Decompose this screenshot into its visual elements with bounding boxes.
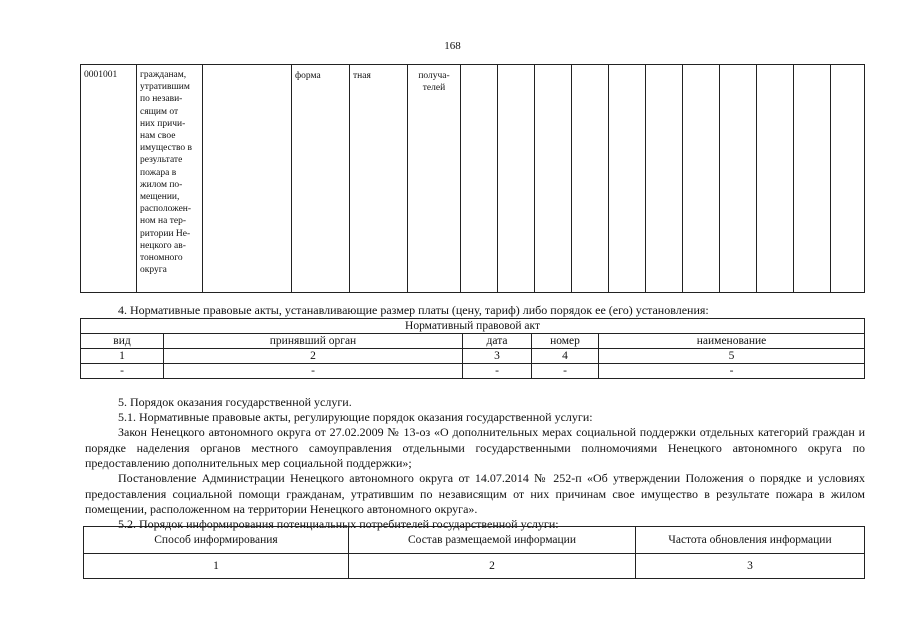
category-text-line: них причи-	[140, 118, 186, 129]
registry-code-cell: 0001001	[81, 65, 137, 293]
column-number: 3	[463, 349, 532, 364]
column-header-number: номер	[532, 334, 599, 349]
category-text-line: ритории Не-	[140, 228, 191, 239]
column-header-name: наименование	[599, 334, 865, 349]
empty-cell	[794, 65, 831, 293]
table-row	[81, 65, 865, 293]
table-row	[81, 319, 865, 334]
column-number: 2	[164, 349, 463, 364]
column-header-method: Способ информирования	[84, 527, 349, 554]
column-number: 1	[81, 349, 164, 364]
value-cell: -	[463, 364, 532, 379]
category-text-line: расположен-	[140, 204, 192, 215]
services-table-fragment	[80, 64, 865, 293]
category-cell	[137, 65, 203, 293]
category-text-line: нецкого ав-	[140, 240, 186, 251]
section-5-heading: 5. Порядок оказания государственной услуги.	[118, 395, 352, 409]
column-header-type: вид	[81, 334, 164, 349]
category-text-line: сящим от	[140, 106, 179, 117]
form-cell: форма	[292, 65, 350, 293]
category-text-line: утратившим	[140, 82, 190, 93]
category-text-line: имущество в	[140, 143, 193, 154]
page-number: 168	[444, 40, 461, 52]
category-text-line: нам свое	[140, 131, 176, 142]
category-text-line: результате	[140, 155, 183, 166]
empty-cell	[609, 65, 646, 293]
column-number: 1	[84, 554, 349, 579]
table-row	[81, 334, 865, 349]
section-5-1-heading: 5.1. Нормативные правовые акты, регулирующие порядок оказания государственной услуги:	[118, 410, 593, 424]
section-4-heading: 4. Нормативные правовые акты, устанавливающие размер платы (цену, тариф) либо порядок ее (его) установления:	[118, 303, 709, 317]
empty-cell	[203, 65, 292, 293]
column-number: 2	[349, 554, 636, 579]
group-header: Нормативный правовой акт	[81, 319, 865, 334]
category-text-line: жилом по-	[140, 179, 183, 190]
legal-acts-fee-table	[80, 318, 865, 379]
empty-cell	[572, 65, 609, 293]
column-header-frequency: Частота обновления информации	[636, 527, 865, 554]
informing-table	[83, 526, 865, 579]
value-cell: -	[599, 364, 865, 379]
empty-cell	[461, 65, 498, 293]
column-header-date: дата	[463, 334, 532, 349]
section-5-2-heading: 5.2. Порядок информирования потенциальных потребителей государственной услуги:	[118, 517, 559, 531]
empty-cell	[498, 65, 535, 293]
category-text-line: пожара в	[140, 167, 177, 178]
law-paragraph: Закон Ненецкого автономного округа от 27.02.2009 № 13-оз «О дополнительных мерах социальной поддержки отдельных категорий граждан и порядке наделения органов местного самоуправления отдельными государственными полномочиями Ненецкого автономного округа по предоставлению дополнительных мер социальной поддержки»;	[85, 425, 865, 470]
category-text-line: мещении,	[140, 192, 180, 203]
table-row	[84, 554, 865, 579]
column-number: 3	[636, 554, 865, 579]
recipients-cell	[408, 65, 461, 293]
type-cell: тная	[350, 65, 408, 293]
column-header-authority: принявший орган	[164, 334, 463, 349]
table-row	[84, 527, 865, 554]
value-cell: -	[164, 364, 463, 379]
empty-cell	[535, 65, 572, 293]
resolution-paragraph: Постановление Администрации Ненецкого автономного округа от 14.07.2014 № 252-п «Об утверждении Положения о порядке и условиях предоставления социальной помощи гражданам, утратившим по независящим от них причинам свое имущество в результате пожара в жилом помещении, расположенном на территории Ненецкого автономного округа».	[85, 471, 865, 516]
recipients-text-line: телей	[422, 83, 446, 94]
recipients-text-line: получа-	[418, 71, 450, 81]
category-text-line: гражданам,	[140, 70, 187, 80]
category-text-line: округа	[140, 265, 167, 276]
table-row	[81, 364, 865, 379]
category-text-line: тономного	[140, 253, 183, 264]
empty-cell	[646, 65, 683, 293]
empty-cell	[757, 65, 794, 293]
empty-cell	[831, 65, 865, 293]
column-number: 5	[599, 349, 865, 364]
category-text-line: по незави-	[140, 94, 183, 105]
empty-cell	[720, 65, 757, 293]
column-header-content: Состав размещаемой информации	[349, 527, 636, 554]
category-text-line: ном на тер-	[140, 216, 186, 227]
empty-cell	[683, 65, 720, 293]
value-cell: -	[81, 364, 164, 379]
value-cell: -	[532, 364, 599, 379]
column-number: 4	[532, 349, 599, 364]
table-row	[81, 349, 865, 364]
